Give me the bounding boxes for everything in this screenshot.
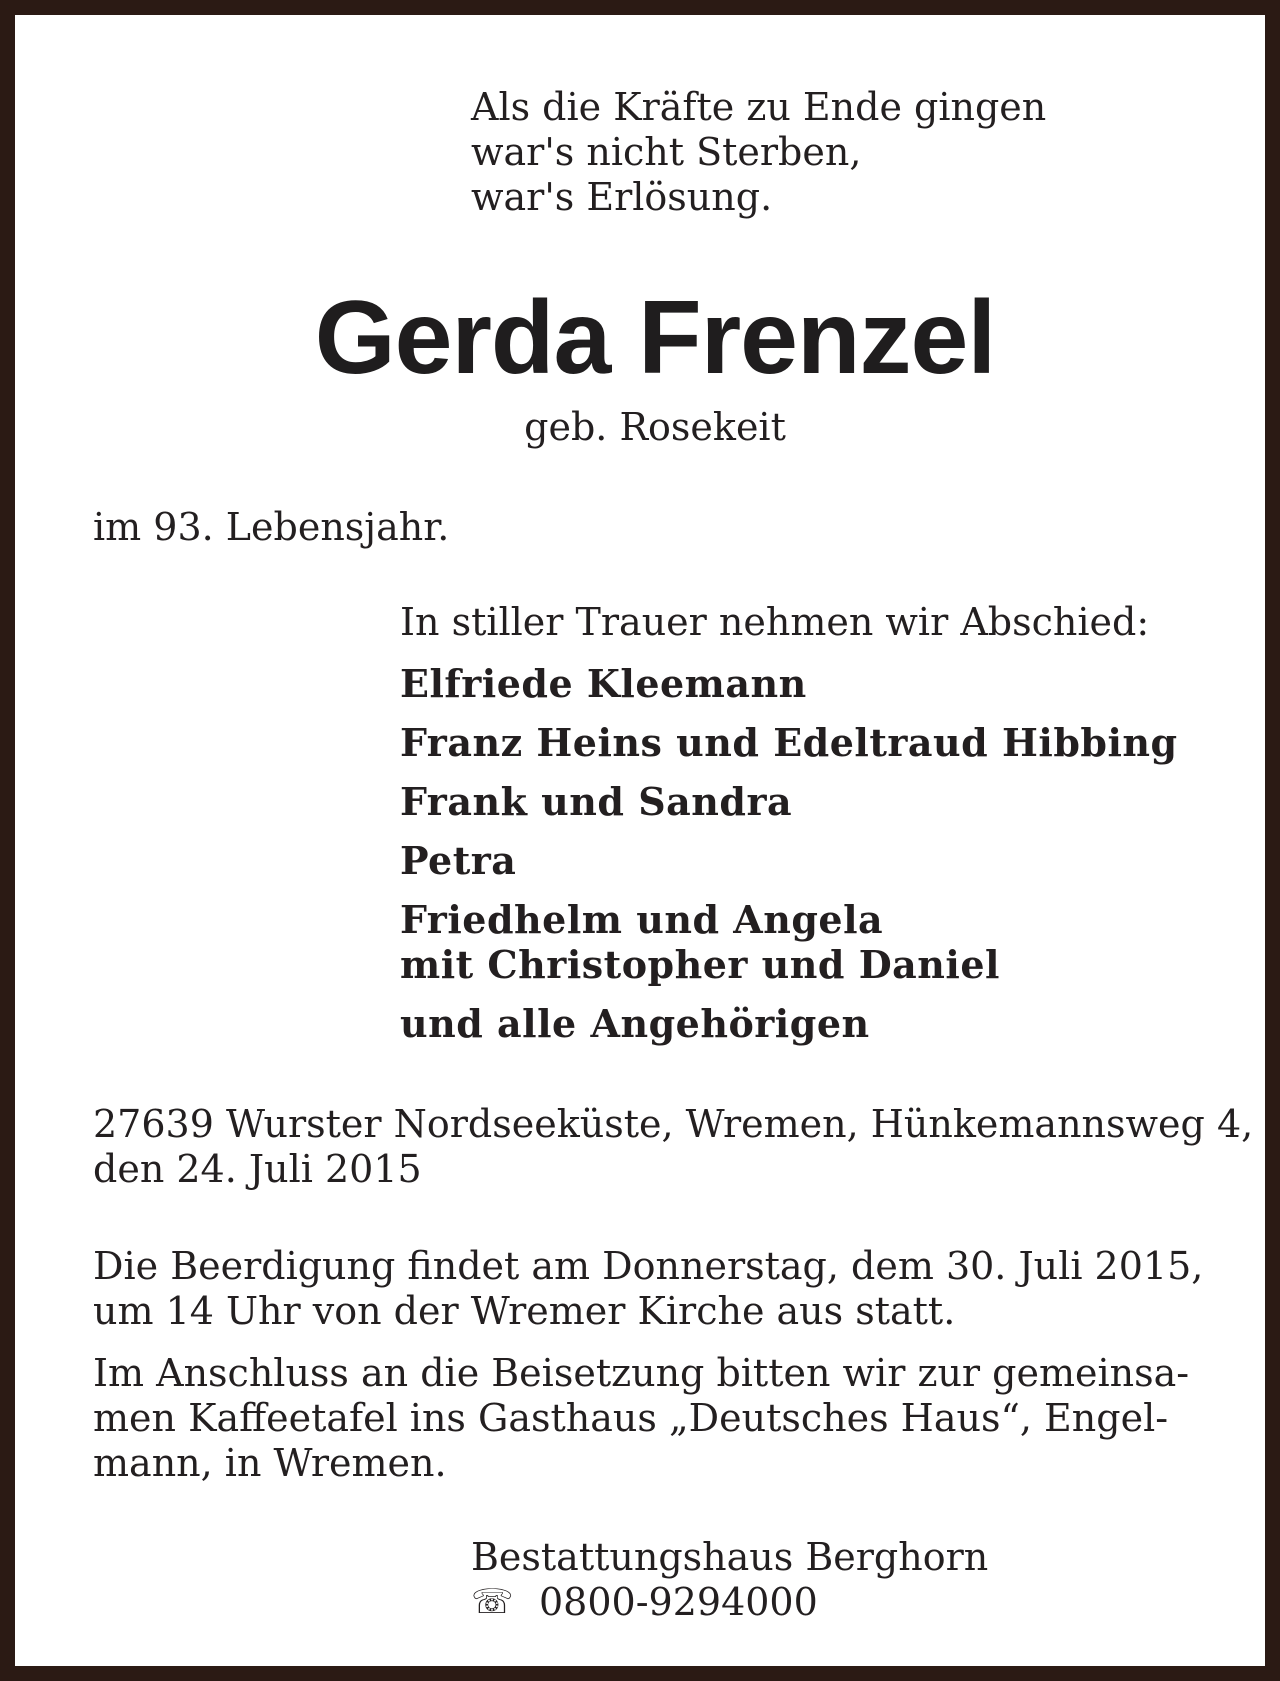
mourner-list (400, 661, 1178, 1060)
birth-name: geb. Rosekeit (524, 405, 786, 449)
mourner-name: mit Christopher und Daniel (400, 942, 1000, 987)
verse-line: Als die Kräfte zu Ende gingen (471, 85, 1047, 129)
mourner-name: und alle Angehörigen (400, 1001, 870, 1046)
mourner-entry (400, 838, 1178, 883)
mourner-entry (400, 661, 1178, 706)
reception-line: mann, in Wremen. (93, 1441, 447, 1485)
mourner-entry (400, 1001, 1178, 1046)
mourner-entry (400, 897, 1178, 987)
telephone-icon: ☏ (471, 1582, 514, 1622)
reception-line: men Kaffeetafel ins Gasthaus „Deutsches Haus“, Engel- (93, 1396, 1169, 1440)
mourner-name: Frank und Sandra (400, 779, 793, 824)
deceased-name: Gerda Frenzel (314, 280, 996, 396)
funeral-notice (93, 1244, 1203, 1334)
phone-row (471, 1580, 988, 1625)
verse-line: war's Erlösung. (471, 175, 773, 219)
funeral-line: Die Beerdigung findet am Donnerstag, dem 30. Juli 2015, (93, 1244, 1204, 1288)
mourner-name: Elfriede Kleemann (400, 661, 807, 706)
mourner-name: Friedhelm und Angela (400, 897, 884, 942)
verse (471, 85, 1046, 220)
undertaker-name: Bestattungshaus Berghorn (471, 1535, 989, 1579)
age-line: im 93. Lebensjahr. (93, 505, 450, 549)
reception-line: Im Anschluss an die Beisetzung bitten wir zur gemeinsa- (93, 1351, 1190, 1395)
address-block (93, 1102, 1253, 1192)
undertaker-block (471, 1535, 988, 1625)
funeral-line: um 14 Uhr von der Wremer Kirche aus statt. (93, 1289, 956, 1333)
address-line: den 24. Juli 2015 (93, 1147, 422, 1191)
mourner-entry (400, 720, 1178, 765)
mourner-name: Petra (400, 838, 517, 883)
mourner-entry (400, 779, 1178, 824)
reception-notice (93, 1351, 1189, 1486)
mourning-intro: In stiller Trauer nehmen wir Abschied: (400, 600, 1150, 644)
phone-number: 0800-9294000 (539, 1580, 818, 1624)
verse-line: war's nicht Sterben, (471, 130, 862, 174)
address-line: 27639 Wurster Nordseeküste, Wremen, Hünkemannsweg 4, (93, 1102, 1254, 1146)
mourner-name: Franz Heins und Edeltraud Hibbing (400, 720, 1178, 765)
